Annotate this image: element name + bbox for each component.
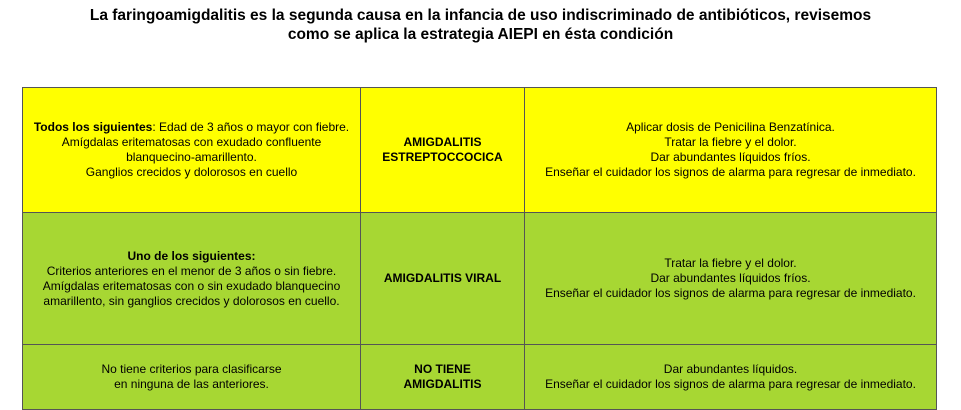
- classification-cell: [361, 345, 525, 410]
- classification-line: AMIGDALITIS VIRAL: [383, 271, 502, 285]
- criteria-cell: [23, 345, 361, 410]
- treatment-line: Tratar la fiebre y el dolor.: [664, 135, 797, 149]
- treatment-cell: [525, 213, 937, 345]
- treatment-line: Dar abundantes líquidos.: [663, 362, 798, 376]
- criteria-cell: [23, 213, 361, 345]
- classification-line: NO TIENE: [414, 362, 471, 376]
- classification-cell: [361, 213, 525, 345]
- treatment-line: Enseñar el cuidador los signos de alarma para regresar de inmediato.: [545, 377, 916, 391]
- treatment-cell: [525, 88, 937, 213]
- criteria-line: Amígdalas eritematosas con o sin exudado blanquecino: [42, 278, 341, 293]
- table-row-streptococcal: [23, 88, 937, 213]
- table-row-viral: [23, 213, 937, 345]
- treatment-cell: [525, 345, 937, 410]
- criteria-line: Amígdalas eritematosas con exudado confluente: [61, 135, 322, 149]
- criteria-lead: Todos los siguientes: [33, 120, 153, 134]
- title-line-2: como se aplica la estrategia AIEPI en ésta condición: [287, 26, 674, 43]
- treatment-line: Tratar la fiebre y el dolor.: [664, 256, 797, 270]
- criteria-cell: [23, 88, 361, 213]
- classification-cell: [361, 88, 525, 213]
- classification-line: AMIGDALITIS: [403, 135, 482, 149]
- criteria-line: : Edad de 3 años o mayor con fiebre.: [152, 120, 350, 134]
- treatment-line: Dar abundantes líquidos fríos.: [650, 271, 811, 285]
- criteria-line: Ganglios crecidos y dolorosos en cuello: [85, 165, 298, 179]
- criteria-lead: Uno de los siguientes:: [127, 248, 256, 263]
- treatment-line: Dar abundantes líquidos fríos.: [650, 150, 811, 164]
- aiepi-classification-table: [22, 87, 937, 410]
- criteria-line: No tiene criterios para clasificarse: [101, 362, 282, 376]
- title-line-1: La faringoamigdalitis es la segunda causa en la infancia de uso indiscriminado de antibióticos, revisemos: [89, 7, 872, 24]
- treatment-line: Enseñar el cuidador los signos de alarma para regresar de inmediato.: [545, 286, 916, 300]
- treatment-line: Aplicar dosis de Penicilina Benzatínica.: [626, 120, 835, 134]
- classification-line: ESTREPTOCCOCICA: [382, 150, 503, 164]
- table-row-no-tonsillitis: [23, 345, 937, 410]
- criteria-line: amarillento, sin ganglios crecidos y dolorosos en cuello.: [43, 293, 340, 308]
- classification-line: AMIGDALITIS: [403, 377, 482, 391]
- criteria-line: Criterios anteriores en el menor de 3 años o sin fiebre.: [46, 263, 337, 278]
- page-title: [0, 6, 961, 44]
- treatment-line: Enseñar el cuidador los signos de alarma para regresar de inmediato.: [545, 165, 916, 179]
- criteria-line: en ninguna de las anteriores.: [114, 377, 269, 391]
- criteria-line: blanquecino-amarillento.: [126, 150, 257, 164]
